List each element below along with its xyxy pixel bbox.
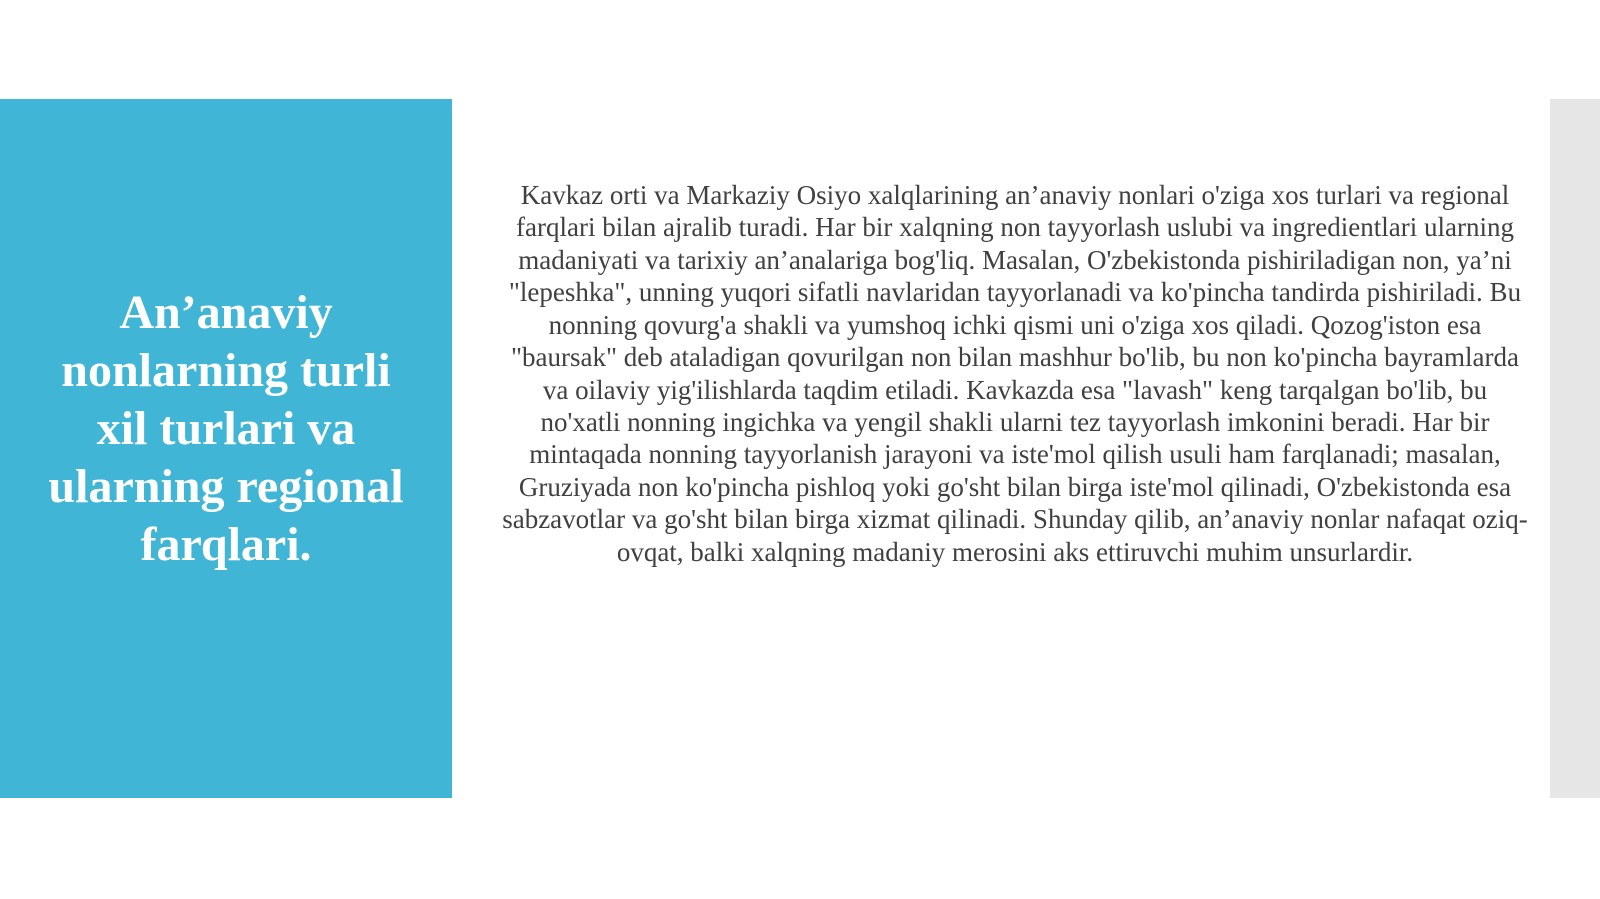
- body-area: [500, 99, 1530, 798]
- slide-title: An’anaviy nonlarning turli xil turlari va ularning regional farqlari.: [48, 285, 404, 571]
- side-decor-bar: [1550, 99, 1600, 798]
- slide-body-text: Kavkaz orti va Markaziy Osiyo xalqlarining an’anaviy nonlari o'ziga xos turlari va regional farqlari bilan ajralib turadi. Har bir xalqning non tayyorlash uslubi va ingredientlari ularning madaniyati va tarixiy an’analariga bog'liq. Masalan, O'zbekistonda pishiriladigan non, ya’ni "lepeshka", unning yuqori sifatli navlaridan tayyorlanadi va ko'pincha tandirda pishiriladi. Bu nonning qovurg'a shakli va yumshoq ichki qismi uni o'ziga xos qiladi. Qozog'iston esa "baursak" deb ataladigan qovurilgan non bilan mashhur bo'lib, bu non ko'pincha bayramlarda va oilaviy yig'ilishlarda taqdim etiladi. Kavkazda esa "lavash" keng tarqalgan bo'lib, bu no'xatli nonning ingichka va yengil shakli ularni tez tayyorlash imkonini beradi. Har bir mintaqada nonning tayyorlanish jarayoni va iste'mol qilish usuli ham farqlanadi; masalan, Gruziyada non ko'pincha pishloq yoki go'sht bilan birga iste'mol qilinadi, O'zbekistonda esa sabzavotlar va go'sht bilan birga xizmat qilinadi. Shunday qilib, an’anaviy nonlar nafaqat oziq-ovqat, balki xalqning madaniy merosini aks ettiruvchi muhim unsurlardir.: [502, 180, 1528, 567]
- title-panel: [0, 99, 452, 798]
